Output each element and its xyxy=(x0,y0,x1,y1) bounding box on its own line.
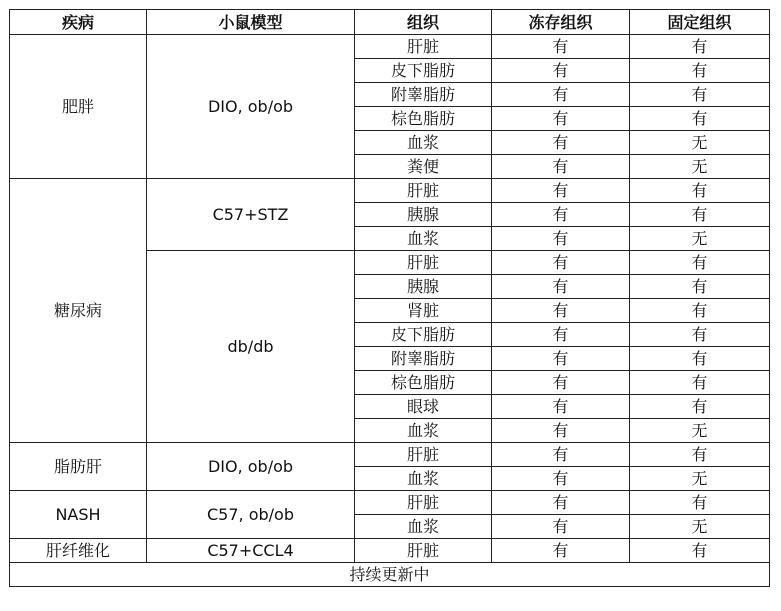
frozen-tissue-cell: 有 xyxy=(492,371,630,395)
tissue-cell: 血浆 xyxy=(355,227,492,251)
frozen-tissue-cell: 有 xyxy=(492,515,630,539)
frozen-tissue-cell: 有 xyxy=(492,467,630,491)
tissue-cell: 肝脏 xyxy=(355,491,492,515)
tissue-cell: 肝脏 xyxy=(355,539,492,563)
mouse-model-cell: C57+STZ xyxy=(147,179,355,251)
fixed-tissue-cell: 有 xyxy=(630,83,770,107)
table-row xyxy=(10,443,770,467)
frozen-tissue-cell: 有 xyxy=(492,59,630,83)
header-fixed-tissue: 固定组织 xyxy=(630,10,770,35)
tissue-cell: 粪便 xyxy=(355,155,492,179)
table-row xyxy=(10,35,770,59)
table-row xyxy=(10,539,770,563)
tissue-cell: 胰腺 xyxy=(355,203,492,227)
tissue-cell: 肾脏 xyxy=(355,299,492,323)
fixed-tissue-cell: 无 xyxy=(630,467,770,491)
disease-cell: 肝纤维化 xyxy=(10,539,147,563)
frozen-tissue-cell: 有 xyxy=(492,227,630,251)
tissue-cell: 皮下脂肪 xyxy=(355,323,492,347)
fixed-tissue-cell: 无 xyxy=(630,131,770,155)
frozen-tissue-cell: 有 xyxy=(492,251,630,275)
fixed-tissue-cell: 有 xyxy=(630,347,770,371)
frozen-tissue-cell: 有 xyxy=(492,299,630,323)
fixed-tissue-cell: 有 xyxy=(630,251,770,275)
disease-cell: 糖尿病 xyxy=(10,179,147,443)
mouse-model-cell: DIO, ob/ob xyxy=(147,443,355,491)
tissue-cell: 血浆 xyxy=(355,467,492,491)
disease-cell: 脂肪肝 xyxy=(10,443,147,491)
frozen-tissue-cell: 有 xyxy=(492,107,630,131)
fixed-tissue-cell: 有 xyxy=(630,371,770,395)
frozen-tissue-cell: 有 xyxy=(492,443,630,467)
table-row xyxy=(10,491,770,515)
header-disease: 疾病 xyxy=(10,10,147,35)
fixed-tissue-cell: 无 xyxy=(630,227,770,251)
frozen-tissue-cell: 有 xyxy=(492,203,630,227)
fixed-tissue-cell: 无 xyxy=(630,155,770,179)
tissue-cell: 肝脏 xyxy=(355,443,492,467)
header-row xyxy=(10,10,770,35)
disease-cell: 肥胖 xyxy=(10,35,147,179)
frozen-tissue-cell: 有 xyxy=(492,395,630,419)
frozen-tissue-cell: 有 xyxy=(492,539,630,563)
header-mouse-model: 小鼠模型 xyxy=(147,10,355,35)
fixed-tissue-cell: 有 xyxy=(630,59,770,83)
frozen-tissue-cell: 有 xyxy=(492,275,630,299)
fixed-tissue-cell: 有 xyxy=(630,443,770,467)
frozen-tissue-cell: 有 xyxy=(492,83,630,107)
disease-cell: NASH xyxy=(10,491,147,539)
tissue-sample-table xyxy=(9,9,770,587)
tissue-cell: 棕色脂肪 xyxy=(355,107,492,131)
mouse-model-cell: C57+CCL4 xyxy=(147,539,355,563)
mouse-model-cell: db/db xyxy=(147,251,355,443)
fixed-tissue-cell: 有 xyxy=(630,35,770,59)
tissue-cell: 眼球 xyxy=(355,395,492,419)
tissue-cell: 附睾脂肪 xyxy=(355,347,492,371)
frozen-tissue-cell: 有 xyxy=(492,323,630,347)
fixed-tissue-cell: 有 xyxy=(630,107,770,131)
tissue-cell: 附睾脂肪 xyxy=(355,83,492,107)
footer-note: 持续更新中 xyxy=(10,563,770,587)
fixed-tissue-cell: 有 xyxy=(630,323,770,347)
fixed-tissue-cell: 有 xyxy=(630,275,770,299)
tissue-cell: 棕色脂肪 xyxy=(355,371,492,395)
frozen-tissue-cell: 有 xyxy=(492,155,630,179)
fixed-tissue-cell: 有 xyxy=(630,395,770,419)
fixed-tissue-cell: 无 xyxy=(630,515,770,539)
tissue-cell: 胰腺 xyxy=(355,275,492,299)
mouse-model-cell: DIO, ob/ob xyxy=(147,35,355,179)
header-frozen-tissue: 冻存组织 xyxy=(492,10,630,35)
fixed-tissue-cell: 有 xyxy=(630,539,770,563)
tissue-cell: 血浆 xyxy=(355,515,492,539)
header-tissue: 组织 xyxy=(355,10,492,35)
table-header xyxy=(10,10,770,35)
fixed-tissue-cell: 无 xyxy=(630,419,770,443)
tissue-cell: 肝脏 xyxy=(355,251,492,275)
tissue-cell: 皮下脂肪 xyxy=(355,59,492,83)
tissue-table-container xyxy=(9,9,769,587)
frozen-tissue-cell: 有 xyxy=(492,131,630,155)
frozen-tissue-cell: 有 xyxy=(492,419,630,443)
frozen-tissue-cell: 有 xyxy=(492,347,630,371)
fixed-tissue-cell: 有 xyxy=(630,491,770,515)
fixed-tissue-cell: 有 xyxy=(630,203,770,227)
frozen-tissue-cell: 有 xyxy=(492,491,630,515)
table-row xyxy=(10,179,770,203)
fixed-tissue-cell: 有 xyxy=(630,179,770,203)
table-body xyxy=(10,35,770,563)
tissue-cell: 血浆 xyxy=(355,419,492,443)
table-footer xyxy=(10,563,770,587)
fixed-tissue-cell: 有 xyxy=(630,299,770,323)
tissue-cell: 肝脏 xyxy=(355,179,492,203)
frozen-tissue-cell: 有 xyxy=(492,179,630,203)
frozen-tissue-cell: 有 xyxy=(492,35,630,59)
footer-row xyxy=(10,563,770,587)
mouse-model-cell: C57, ob/ob xyxy=(147,491,355,539)
tissue-cell: 肝脏 xyxy=(355,35,492,59)
tissue-cell: 血浆 xyxy=(355,131,492,155)
